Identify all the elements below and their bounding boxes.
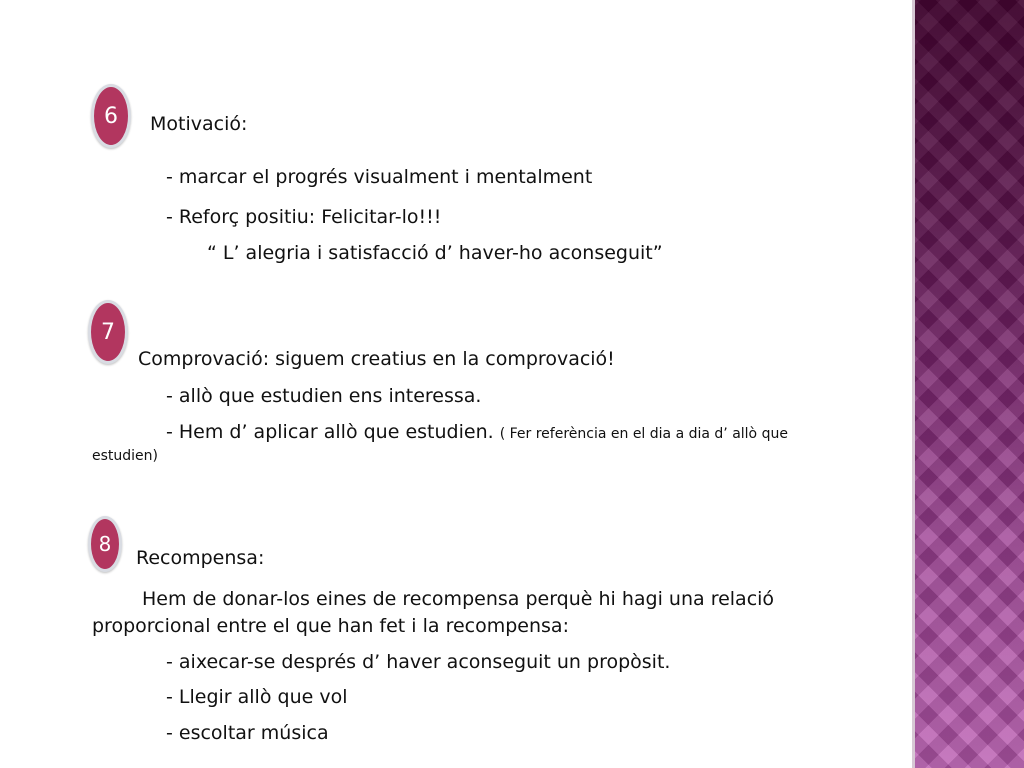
section-number-badge-7: 7	[88, 300, 128, 364]
section-7-line-2-main: - Hem d’ aplicar allò que estudien.	[166, 421, 494, 443]
side-panel-edge	[912, 0, 915, 768]
section-number-badge-6: 6	[91, 84, 131, 148]
section-6-line-1: - marcar el progrés visualment i mentalment	[166, 166, 593, 188]
section-8-line-2: - Llegir allò que vol	[166, 686, 348, 708]
decorative-side-panel	[912, 0, 1024, 768]
section-8-line-1: - aixecar-se després d’ haver aconseguit un propòsit.	[166, 651, 671, 673]
section-7-line-1: - allò que estudien ens interessa.	[166, 385, 482, 407]
section-8-paragraph-line-2: proporcional entre el que han fet i la recompensa:	[92, 615, 569, 637]
section-6-line-2: - Reforç positiu: Felicitar-lo!!!	[166, 206, 442, 228]
section-7-note-continued: estudien)	[92, 448, 158, 464]
section-6-heading: Motivació:	[150, 113, 248, 135]
section-6-quote: “ L’ alegria i satisfacció d’ haver-ho aconseguit”	[207, 242, 663, 264]
section-8-paragraph-line-1: Hem de donar-los eines de recompensa perquè hi hagi una relació	[142, 588, 775, 610]
section-7-line-2	[166, 420, 788, 446]
section-7-note: ( Fer referència en el dia a dia d’ allò que	[499, 426, 788, 442]
section-number-badge-8: 8	[88, 516, 122, 572]
section-8-heading: Recompensa:	[136, 547, 265, 569]
section-8-line-3: - escoltar música	[166, 722, 329, 744]
section-7-heading: Comprovació: siguem creatius en la comprovació!	[138, 348, 615, 370]
